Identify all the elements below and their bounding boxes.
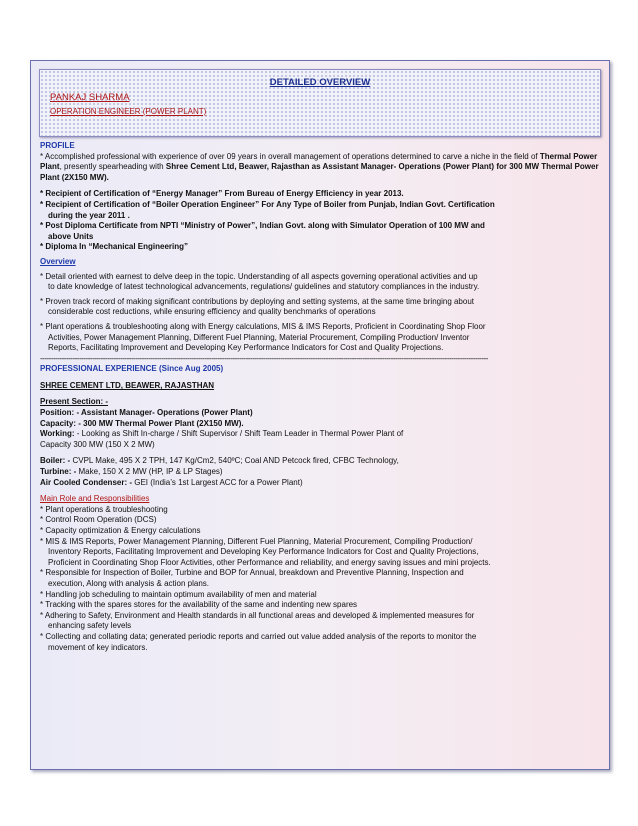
working-line-2: Capacity 300 MW (150 X 2 MW) [40,439,155,449]
role-item: * Collecting and collating data; generated periodic reports and carried out value added analysis of the reports to monitor the [40,631,477,641]
role-item: * Responsible for Inspection of Boiler, Turbine and BOP for Annual, breakdown and Preventive Planning, Inspection and [40,568,464,578]
role-item-cont: movement of key indicators. [48,642,148,652]
diploma-mechanical: * Diploma In “Mechanical Engineering” [40,242,189,252]
role-item-cont: execution, Along with analysis & action plans. [48,578,209,588]
role-item: * MIS & IMS Reports, Power Management Planning, Different Fuel Planning, Material Procurement, Compiling Production/ [40,536,473,546]
experience-heading: PROFESSIONAL EXPERIENCE (Since Aug 2005) [40,364,224,374]
role-item-cont: Inventory Reports, Facilitating Improvement and Developing Key Performance Indicators for Cost and Quality Projections, [48,547,479,557]
present-section-label: Present Section: - [40,397,109,407]
overview-item-3-line3: Reports, Facilitating Improvement and Developing Key Performance Indicators for Cost and Quality Projections. [48,343,444,353]
overview-item-3-line1: * Plant operations & troubleshooting along with Energy calculations, MIS & IMS Reports, Proficient in Coordinating Shop Floor [40,321,486,331]
role-item: * Handling job scheduling to maintain optimum availability of men and material [40,589,317,599]
role-item: * Control Room Operation (DCS) [40,515,157,525]
section-separator: --------------------------------------------------------------------------------------------------------------------------------------------------------------------------------------------------------------- [40,353,488,363]
certification-npti-line2: above Units [48,231,94,241]
role-item-cont: enhancing safety levels [48,621,132,631]
certification-boiler-line2: during the year 2011 . [48,210,130,220]
candidate-role: OPERATION ENGINEER (POWER PLANT) [50,107,207,116]
certification-energy-manager: * Recipient of Certification of “Energy Manager” From Bureau of Energy Efficiency in year 2013. [40,189,404,199]
candidate-name: PANKAJ SHARMA [50,92,130,103]
profile-heading: PROFILE [40,141,75,150]
certification-boiler-line1: * Recipient of Certification of “Boiler Operation Engineer” For Any Type of Boiler from Punjab, Indian Govt. Certification [40,199,495,209]
resume-content [40,141,602,653]
capacity-line: Capacity: - 300 MW Thermal Power Plant (2X150 MW). [40,418,244,428]
overview-item-2-line1: * Proven track record of making significant contributions by deploying and setting systems, at the same time bringing about [40,296,475,306]
overview-item-1-line2: to date knowledge of latest technological advancements, regulations/ guidelines and statutory compliances in the industry. [48,282,480,292]
profile-summary: * Accomplished professional with experience of over 09 years in overall management of operations determined to carve a niche in the field of Thermal Power Plant, presently spearheading with Shree Cement Ltd, Beawer, Rajasthan as Assistant Manager- Operations (Power Plant) for 300 MW Thermal Power Plant (2X150 MW). [40,151,599,182]
company-name: SHREE CEMENT LTD, BEAWER, RAJASTHAN [40,380,215,390]
boiler-line: Boiler: - CVPL Make, 495 X 2 TPH, 147 Kg/Cm2, 540ºC; Coal AND Petcock fired, CFBC Technology, [40,456,399,466]
role-item-cont: Proficient in Coordinating Shop Floor Activities, other Performance and reliability, and energy saving issues and mini projects. [48,557,491,567]
overview-item-3-line2: Activities, Power Management Planning, Different Fuel Planning, Material Procurement, Compiling Production/ Inventor [48,332,470,342]
roles-heading: Main Role and Responsibilities [40,494,150,504]
resume-page [30,60,610,770]
position-line: Position: - Assistant Manager- Operations (Power Plant) [40,408,253,418]
section-title: DETAILED OVERVIEW [269,77,371,88]
header-box [39,69,601,137]
turbine-line: Turbine: - Make, 150 X 2 MW (HP, IP & LP Stages) [40,467,223,477]
acc-line: Air Cooled Condenser: - GEI (India’s 1st Largest ACC for a Power Plant) [40,477,303,487]
role-item: * Adhering to Safety, Environment and Health standards in all functional areas and developed & implemented measures for [40,610,475,620]
overview-item-1-line1: * Detail oriented with earnest to delve deep in the topic. Understanding of all aspects governing operational activities and up [40,271,478,281]
role-item: * Plant operations & troubleshooting [40,504,168,514]
certification-npti-line1: * Post Diploma Certificate from NPTI “Ministry of Power”, Indian Govt. along with Simulator Operation of 100 MW and [40,221,485,231]
role-item: * Tracking with the spares stores for the availability of the same and indenting new spares [40,600,358,610]
overview-heading: Overview [40,256,76,266]
overview-item-2-line2: considerable cost reductions, while ensuring efficiency and quality benchmarks of operations [48,307,376,317]
role-item: * Capacity optimization & Energy calculations [40,526,201,535]
working-line: Working: - Looking as Shift In-charge / Shift Supervisor / Shift Team Leader in Thermal Power Plant of [40,429,404,439]
